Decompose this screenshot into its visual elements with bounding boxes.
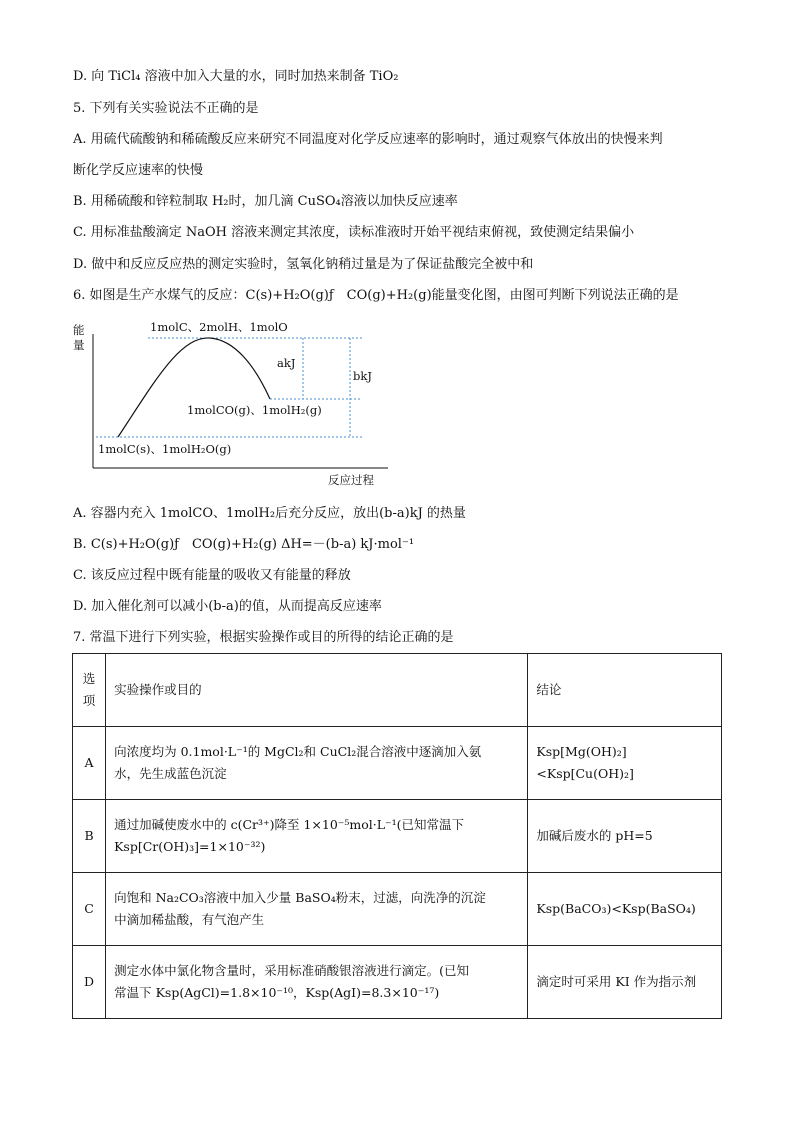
row-conclusion: Ksp(BaCO₃)<Ksp(BaSO₄) bbox=[528, 873, 722, 946]
q4-option-d: D. 向 TiCl₄ 溶液中加入大量的水，同时加热来制备 TiO₂ bbox=[73, 69, 399, 84]
energy-curve bbox=[118, 338, 270, 437]
table-row bbox=[73, 946, 722, 1019]
table-row bbox=[73, 873, 722, 946]
row-operation: 测定水体中氯化物含量时，采用标准硝酸银溶液进行滴定。(已知 常温下 Ksp(AgCl)=1.8×10⁻¹⁰，Ksp(AgI)=8.3×10⁻¹⁷) bbox=[106, 946, 528, 1019]
row-conclusion: 滴定时可采用 KI 作为指示剂 bbox=[528, 946, 722, 1019]
experiment-table bbox=[72, 653, 722, 1019]
q7-stem: 7. 常温下进行下列实验，根据实验操作或目的所得的结论正确的是 bbox=[73, 630, 454, 645]
peak-label: 1molC、2molH、1molO bbox=[150, 320, 288, 334]
row-option: C bbox=[73, 873, 106, 946]
x-axis-label: 反应过程 bbox=[328, 473, 374, 487]
q5-option-a-line2: 断化学反应速率的快慢 bbox=[73, 163, 204, 178]
table-row bbox=[73, 727, 722, 800]
q5-option-b: B. 用稀硫酸和锌粒制取 H₂时，加几滴 CuSO₄溶液以加快反应速率 bbox=[73, 194, 458, 209]
q5-option-d: D. 做中和反应反应热的测定实验时，氢氧化钠稍过量是为了保证盐酸完全被中和 bbox=[73, 257, 534, 272]
row-operation: 通过加碱使废水中的 c(Cr³⁺)降至 1×10⁻⁵mol·L⁻¹(已知常温下 Ksp[Cr(OH)₃]=1×10⁻³²) bbox=[106, 800, 528, 873]
table-row bbox=[73, 800, 722, 873]
q6-option-b: B. C(s)+H₂O(g)ƒ CO(g)+H₂(g) ΔH=－(b-a) kJ·mol⁻¹ bbox=[73, 537, 415, 552]
row-conclusion: 加碱后废水的 pH=5 bbox=[528, 800, 722, 873]
row-conclusion: Ksp[Mg(OH)₂]<Ksp[Cu(OH)₂] bbox=[528, 727, 722, 800]
row-option: B bbox=[73, 800, 106, 873]
q5-option-a-line1: A. 用硫代硫酸钠和稀硫酸反应来研究不同温度对化学反应速率的影响时，通过观察气体放出的快慢来判 bbox=[73, 132, 663, 147]
a-label: akJ bbox=[277, 356, 296, 370]
q6-stem: 6. 如图是生产水煤气的反应：C(s)+H₂O(g)ƒ CO(g)+H₂(g)能量变化图，由图可判断下列说法正确的是 bbox=[73, 288, 679, 303]
row-operation: 向浓度均为 0.1mol·L⁻¹的 MgCl₂和 CuCl₂混合溶液中逐滴加入氨 水，先生成蓝色沉淀 bbox=[106, 727, 528, 800]
low-label: 1molC(s)、1molH₂O(g) bbox=[98, 442, 232, 456]
q6-option-a: A. 容器内充入 1molCO、1molH₂后充分反应，放出(b-a)kJ 的热量 bbox=[73, 506, 466, 521]
row-operation: 向饱和 Na₂CO₃溶液中加入少量 BaSO₄粉末，过滤，向洗净的沉淀 中滴加稀盐酸，有气泡产生 bbox=[106, 873, 528, 946]
header-operation: 实验操作或目的 bbox=[106, 654, 528, 727]
q5-stem: 5. 下列有关实验说法不正确的是 bbox=[73, 101, 259, 116]
header-conclusion: 结论 bbox=[528, 654, 722, 727]
q6-option-d: D. 加入催化剂可以减小(b-a)的值，从而提高反应速率 bbox=[73, 599, 382, 614]
table-header-row bbox=[73, 654, 722, 727]
row-option: D bbox=[73, 946, 106, 1019]
row-option: A bbox=[73, 727, 106, 800]
b-label: bkJ bbox=[353, 369, 372, 383]
energy-diagram bbox=[70, 316, 400, 492]
y-axis-label-top: 能 bbox=[73, 323, 85, 337]
q5-option-c: C. 用标准盐酸滴定 NaOH 溶液来测定其浓度，读标准液时开始平视结束俯视，致使测定结果偏小 bbox=[73, 225, 635, 240]
mid-label: 1molCO(g)、1molH₂(g) bbox=[187, 403, 322, 417]
header-option: 选 项 bbox=[73, 654, 106, 727]
q6-option-c: C. 该反应过程中既有能量的吸收又有能量的释放 bbox=[73, 568, 351, 583]
y-axis-label-bottom: 量 bbox=[73, 338, 85, 352]
